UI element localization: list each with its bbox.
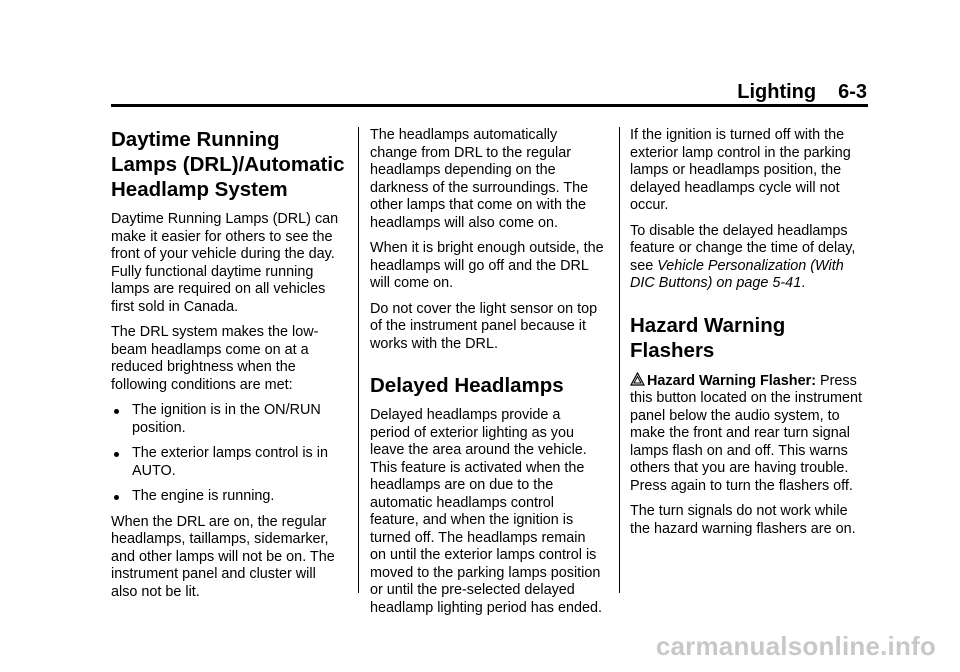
hazard-button-label: Hazard Warning Flasher: — [647, 372, 816, 389]
paragraph: Delayed headlamps provide a period of exterior lighting as you leave the area around the vehicle. This feature is activated when the headlamps are on due to the automatic headlamps control feature, and when the ignition is turned off. The headlamps remain on until the exterior lamps control is moved to the parking lamps position or until the pre-selected delayed headlamp lighting period has ended. — [370, 407, 603, 616]
conditions-list — [111, 402, 345, 506]
paragraph: Hazard Warning Flasher: Press this button located on the instrument panel below the audio system, to make the front and rear turn signal lamps flash on and off. This warns others that you are having trouble. Press again to turn the flashers off. — [630, 372, 862, 494]
delayed-headlamps-heading: Delayed Headlamps — [370, 374, 564, 397]
paragraph: When it is bright enough outside, the headlamps will go off and the DRL will come on. — [370, 240, 604, 291]
header-rule — [111, 104, 868, 107]
paragraph: Daytime Running Lamps (DRL) can make it easier for others to see the front of your vehicle during the day. Fully functional daytime running lamps are required on all vehicles first sold in Canada. — [111, 211, 339, 315]
drl-heading: Daytime Running Lamps (DRL)/Automatic Headlamp System — [111, 128, 345, 201]
list-item: The engine is running. — [111, 488, 345, 506]
column-left — [111, 127, 345, 609]
paragraph: Do not cover the light sensor on top of the instrument panel because it works with the DRL. — [370, 300, 598, 352]
list-item: The ignition is in the ON/RUN position. — [111, 402, 345, 437]
column-middle — [370, 127, 604, 625]
column-divider — [358, 127, 359, 593]
list-item: The exterior lamps control is in AUTO. — [111, 445, 345, 480]
section-name: Lighting — [737, 81, 817, 103]
paragraph: When the DRL are on, the regular headlamps, taillamps, sidemarker, and other lamps will not be on. The instrument panel and cluster will also not be lit. — [111, 513, 335, 600]
bullet-icon — [114, 452, 119, 457]
paragraph: The DRL system makes the low-beam headlamps come on at a reduced brightness when the following conditions are met: — [111, 324, 319, 393]
cross-reference-link[interactable]: Vehicle Personalization (With DIC Buttons) on page 5-41 — [630, 257, 844, 291]
page-number: 6-3 — [838, 81, 867, 103]
column-divider — [619, 127, 620, 593]
paragraph: If the ignition is turned off with the exterior lamp control in the parking lamps or headlamps position, the delayed headlamps cycle will not occur. — [630, 127, 851, 213]
hazard-flashers-heading: Hazard Warning Flashers — [630, 313, 786, 362]
bullet-icon — [114, 409, 119, 414]
column-right — [630, 127, 864, 546]
paragraph: To disable the delayed headlamps feature or change the time of delay, see Vehicle Personalization (With DIC Buttons) on page 5-41. — [630, 222, 856, 291]
page-header — [737, 80, 867, 104]
watermark: carmanualsonline.info — [655, 631, 936, 661]
hazard-triangle-icon — [630, 372, 645, 386]
bullet-icon — [114, 495, 119, 500]
paragraph: The turn signals do not work while the hazard warning flashers are on. — [630, 503, 856, 537]
paragraph: The headlamps automatically change from DRL to the regular headlamps depending on the darkness of the surroundings. The other lamps that come on with the headlamps will also come on. — [370, 127, 589, 231]
